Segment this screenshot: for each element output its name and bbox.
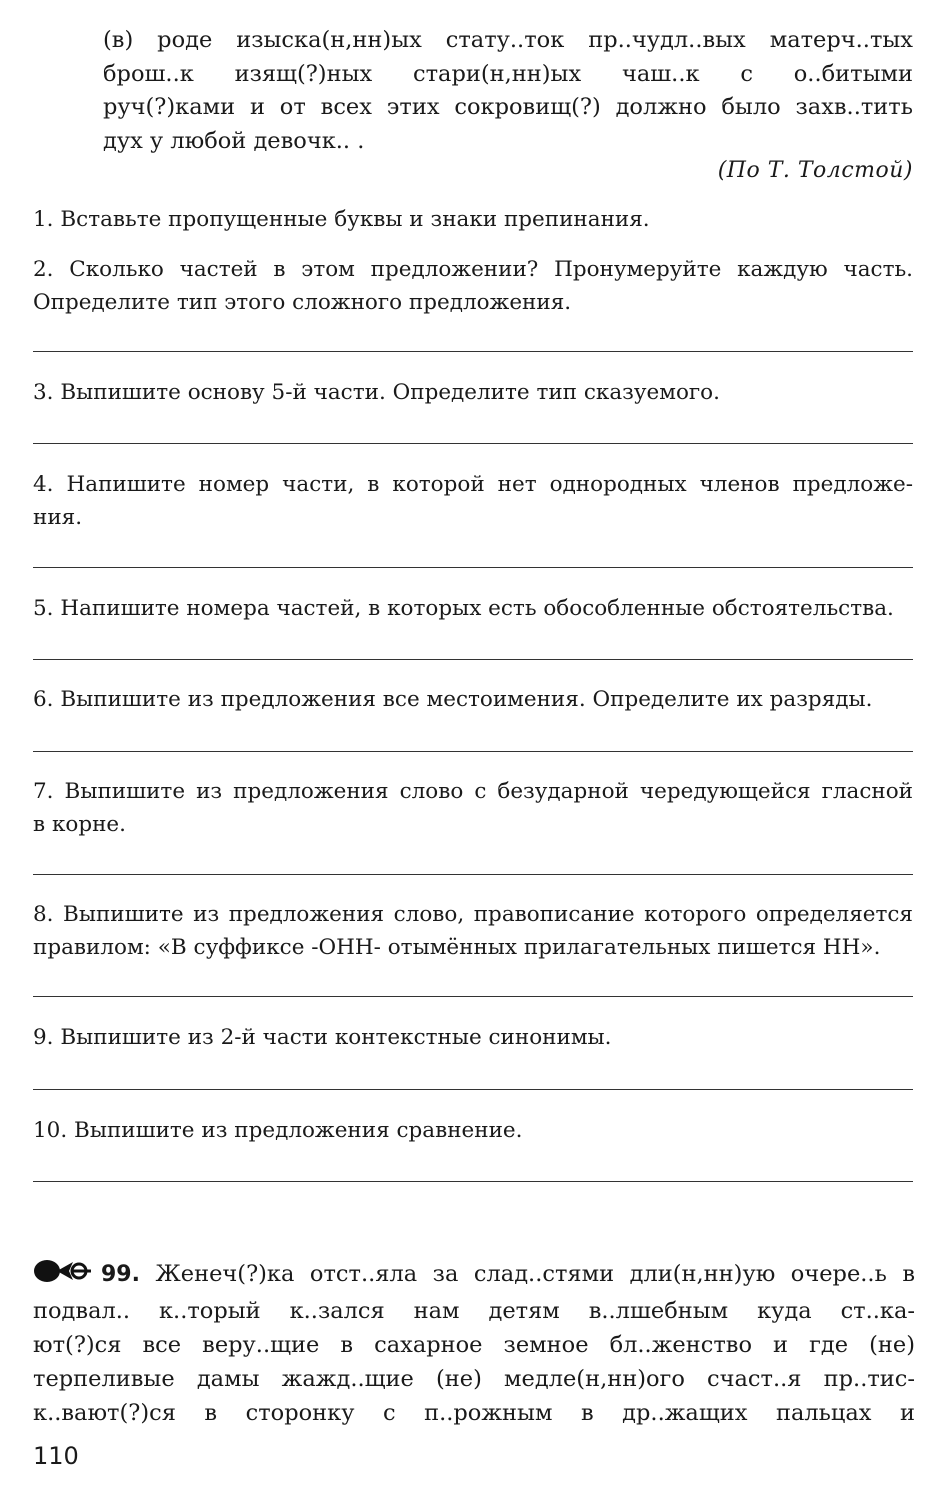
scissors-pointer-icon [33,1258,95,1294]
question-line: 2. Сколько частей в этом предложении? Пронумеруйте каждую часть. [33,257,913,282]
answer-line-6[interactable] [33,751,913,752]
question-line: Определите тип этого сложного предложения. [33,290,572,315]
answer-line-10[interactable] [33,1181,913,1182]
question-8 [33,898,913,964]
exercise-99 [33,1257,915,1430]
passage-line: (в) роде изыска(н,нн)ых стату..ток пр..чудл..вых матерч..тых [103,27,913,53]
exercise-line [33,1257,915,1294]
exercise-line: терпеливые дамы жажд..щие (не) медле(н,нн)ого счаст..я пр..тис- [33,1366,915,1392]
passage-line: руч(?)ками и от всех этих сокровищ(?) должно было захв..тить [103,94,913,120]
passage-attribution: (По Т. Толстой) [717,158,913,183]
passage-text [103,24,913,158]
answer-line-8[interactable] [33,996,913,997]
passage-line: дух у любой девочк.. . [103,127,365,154]
exercise-number: 99. [101,1262,140,1287]
question-4 [33,468,913,534]
question-line: 10. Выпишите из предложения сравнение. [33,1118,523,1143]
question-line: 7. Выпишите из предложения слово с безударной чередующейся гласной [33,779,913,804]
page-number: 110 [33,1442,79,1470]
question-line: 4. Напишите номер части, в которой нет однородных членов предложе- [33,472,913,497]
answer-line-3[interactable] [33,443,913,444]
question-2 [33,253,913,319]
exercise-line: ют(?)ся все веру..щие в сахарное земное бл..женство и где (не) [33,1332,915,1358]
question-9 [33,1021,913,1054]
question-10 [33,1114,913,1147]
question-line: правилом: «В суффиксе -ОНН- отымённых прилагательных пишется НН». [33,935,881,960]
answer-line-9[interactable] [33,1089,913,1090]
question-line: 6. Выпишите из предложения все местоимения. Определите их разряды. [33,687,873,712]
question-line: 5. Напишите номера частей, в которых есть обособленные обстоятельства. [33,596,894,621]
question-7 [33,775,913,841]
question-line: 8. Выпишите из предложения слово, правописание которого определяется [33,902,913,927]
question-line: 3. Выпишите основу 5-й части. Определите тип сказуемого. [33,380,720,405]
exercise-line: подвал.. к..торый к..зался нам детям в..лшебным куда ст..ка- [33,1298,915,1324]
exercise-text-line: Женеч(?)ка отст..яла за слад..стями дли(н,нн)ую очере..ь в [155,1261,916,1287]
question-3 [33,376,913,409]
question-5 [33,592,913,625]
answer-line-5[interactable] [33,659,913,660]
question-line: в корне. [33,812,126,837]
answer-line-2[interactable] [33,351,913,352]
exercise-line: к..вают(?)ся в сторонку с п..рожным в др..жащих пальцах и [33,1400,915,1426]
question-6 [33,683,913,716]
passage-line: брош..к изящ(?)ных стари(н,нн)ых чаш..к с о..битыми [103,60,913,87]
question-line: 9. Выпишите из 2-й части контекстные синонимы. [33,1025,612,1050]
question-line: 1. Вставьте пропущенные буквы и знаки препинания. [33,207,650,232]
answer-line-4[interactable] [33,567,913,568]
question-1 [33,203,913,236]
answer-line-7[interactable] [33,874,913,875]
question-line: ния. [33,505,83,530]
